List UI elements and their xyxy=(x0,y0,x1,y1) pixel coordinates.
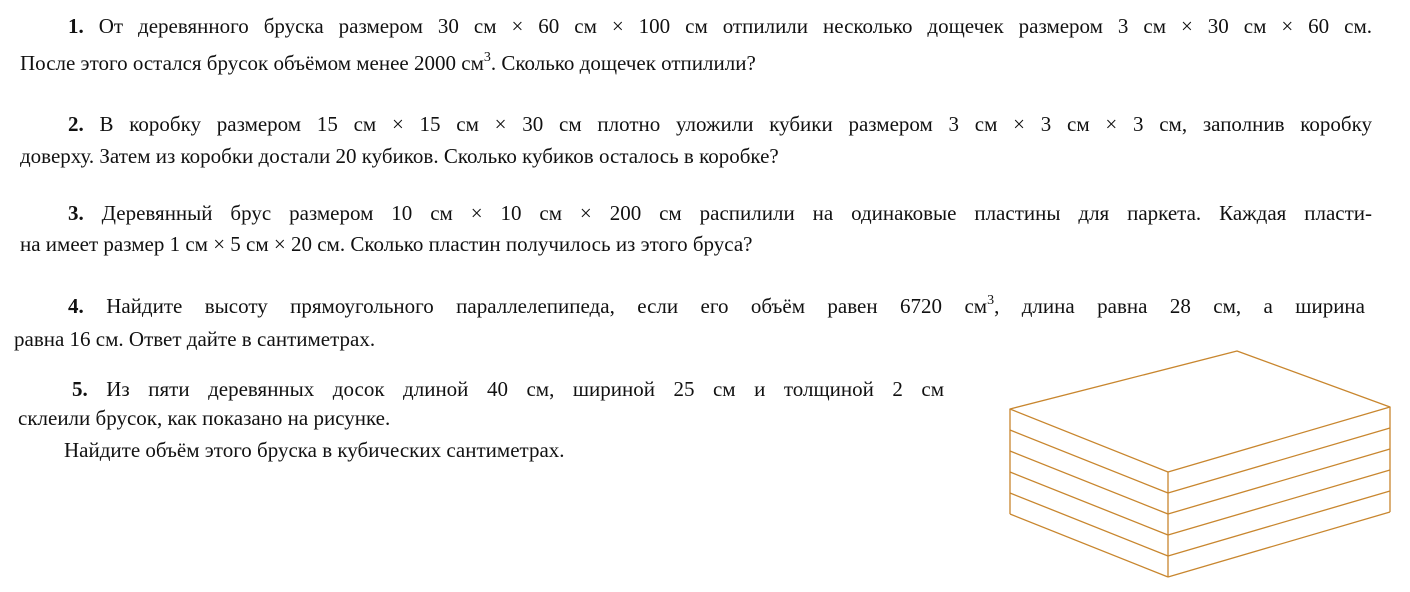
problem-3-text: Деревянный брус размером 10 см × 10 см × 200 см распилили на одинаковые пластины для паркета. Каждая пласти- xyxy=(101,201,1372,225)
problem-5-number: 5. xyxy=(72,377,88,401)
board-line-left-1 xyxy=(1010,430,1168,493)
problem-2-text: В коробку размером 15 см × 15 см × 30 см плотно уложили кубики размером 3 см × 3 см × 3 см, заполнив коробку xyxy=(99,112,1373,136)
problem-1-text: От деревянного бруска размером 30 см × 60 см × 100 см отпилили несколько дощечек размером 3 см × 30 см × 60 см. xyxy=(98,14,1372,38)
board-line-right-1 xyxy=(1168,428,1390,493)
problem-4-question: равна 16 см. Ответ дайте в сантиметрах. xyxy=(14,327,376,351)
problem-3-question: на имеет размер 1 см × 5 см × 20 см. Сколько пластин получилось из этого бруса? xyxy=(20,232,753,256)
board-line-left-5 xyxy=(1010,514,1168,577)
problem-3-number: 3. xyxy=(68,201,84,225)
problem-2-question: доверху. Затем из коробки достали 20 кубиков. Сколько кубиков осталось в коробке? xyxy=(20,144,779,168)
problem-4-number: 4. xyxy=(68,294,84,318)
problem-1-line-2 xyxy=(20,49,756,77)
problem-5-text-cont: склеили брусок, как показано на рисунке. xyxy=(18,406,391,430)
problem-2-line-2 xyxy=(20,142,779,170)
board-line-right-3 xyxy=(1168,470,1390,535)
stacked-boards-figure xyxy=(1000,345,1400,585)
problem-1-line-1 xyxy=(68,12,1372,40)
problem-4-text: Найдите высоту прямоугольного параллелепипеда, если его объём равен 6720 $см^3$, длина равна 28 см, а ширина xyxy=(106,293,1365,318)
top-face xyxy=(1010,351,1390,472)
problem-4-line-2 xyxy=(14,325,375,353)
problem-1-question: . Сколько дощечек отпилили? xyxy=(490,51,756,75)
problem-5-line-3 xyxy=(64,436,565,464)
problem-5-line-1 xyxy=(72,375,944,403)
problem-5-text: Из пяти деревянных досок длиной 40 см, шириной 25 см и толщиной 2 см xyxy=(106,377,944,401)
problem-2-line-1 xyxy=(68,110,1372,138)
board-line-right-2 xyxy=(1168,449,1390,514)
cube-superscript: 3 xyxy=(987,293,995,308)
problem-3-line-1 xyxy=(68,199,1372,227)
board-line-right-5 xyxy=(1168,512,1390,577)
problem-1-text-cont: После этого остался брусок объёмом менее 2000 см xyxy=(20,51,484,75)
board-line-left-2 xyxy=(1010,451,1168,514)
board-line-right-4 xyxy=(1168,491,1390,556)
problem-1-number: 1. xyxy=(68,14,84,38)
board-line-left-3 xyxy=(1010,472,1168,535)
cube-superscript: 3 xyxy=(483,50,491,65)
problem-4-line-1 xyxy=(68,292,1365,320)
problem-3-line-2 xyxy=(20,230,752,258)
problem-2-number: 2. xyxy=(68,112,84,136)
board-line-left-4 xyxy=(1010,493,1168,556)
problem-5-question: Найдите объём этого бруска в кубических сантиметрах. xyxy=(64,438,565,462)
problem-5-line-2 xyxy=(18,404,390,432)
